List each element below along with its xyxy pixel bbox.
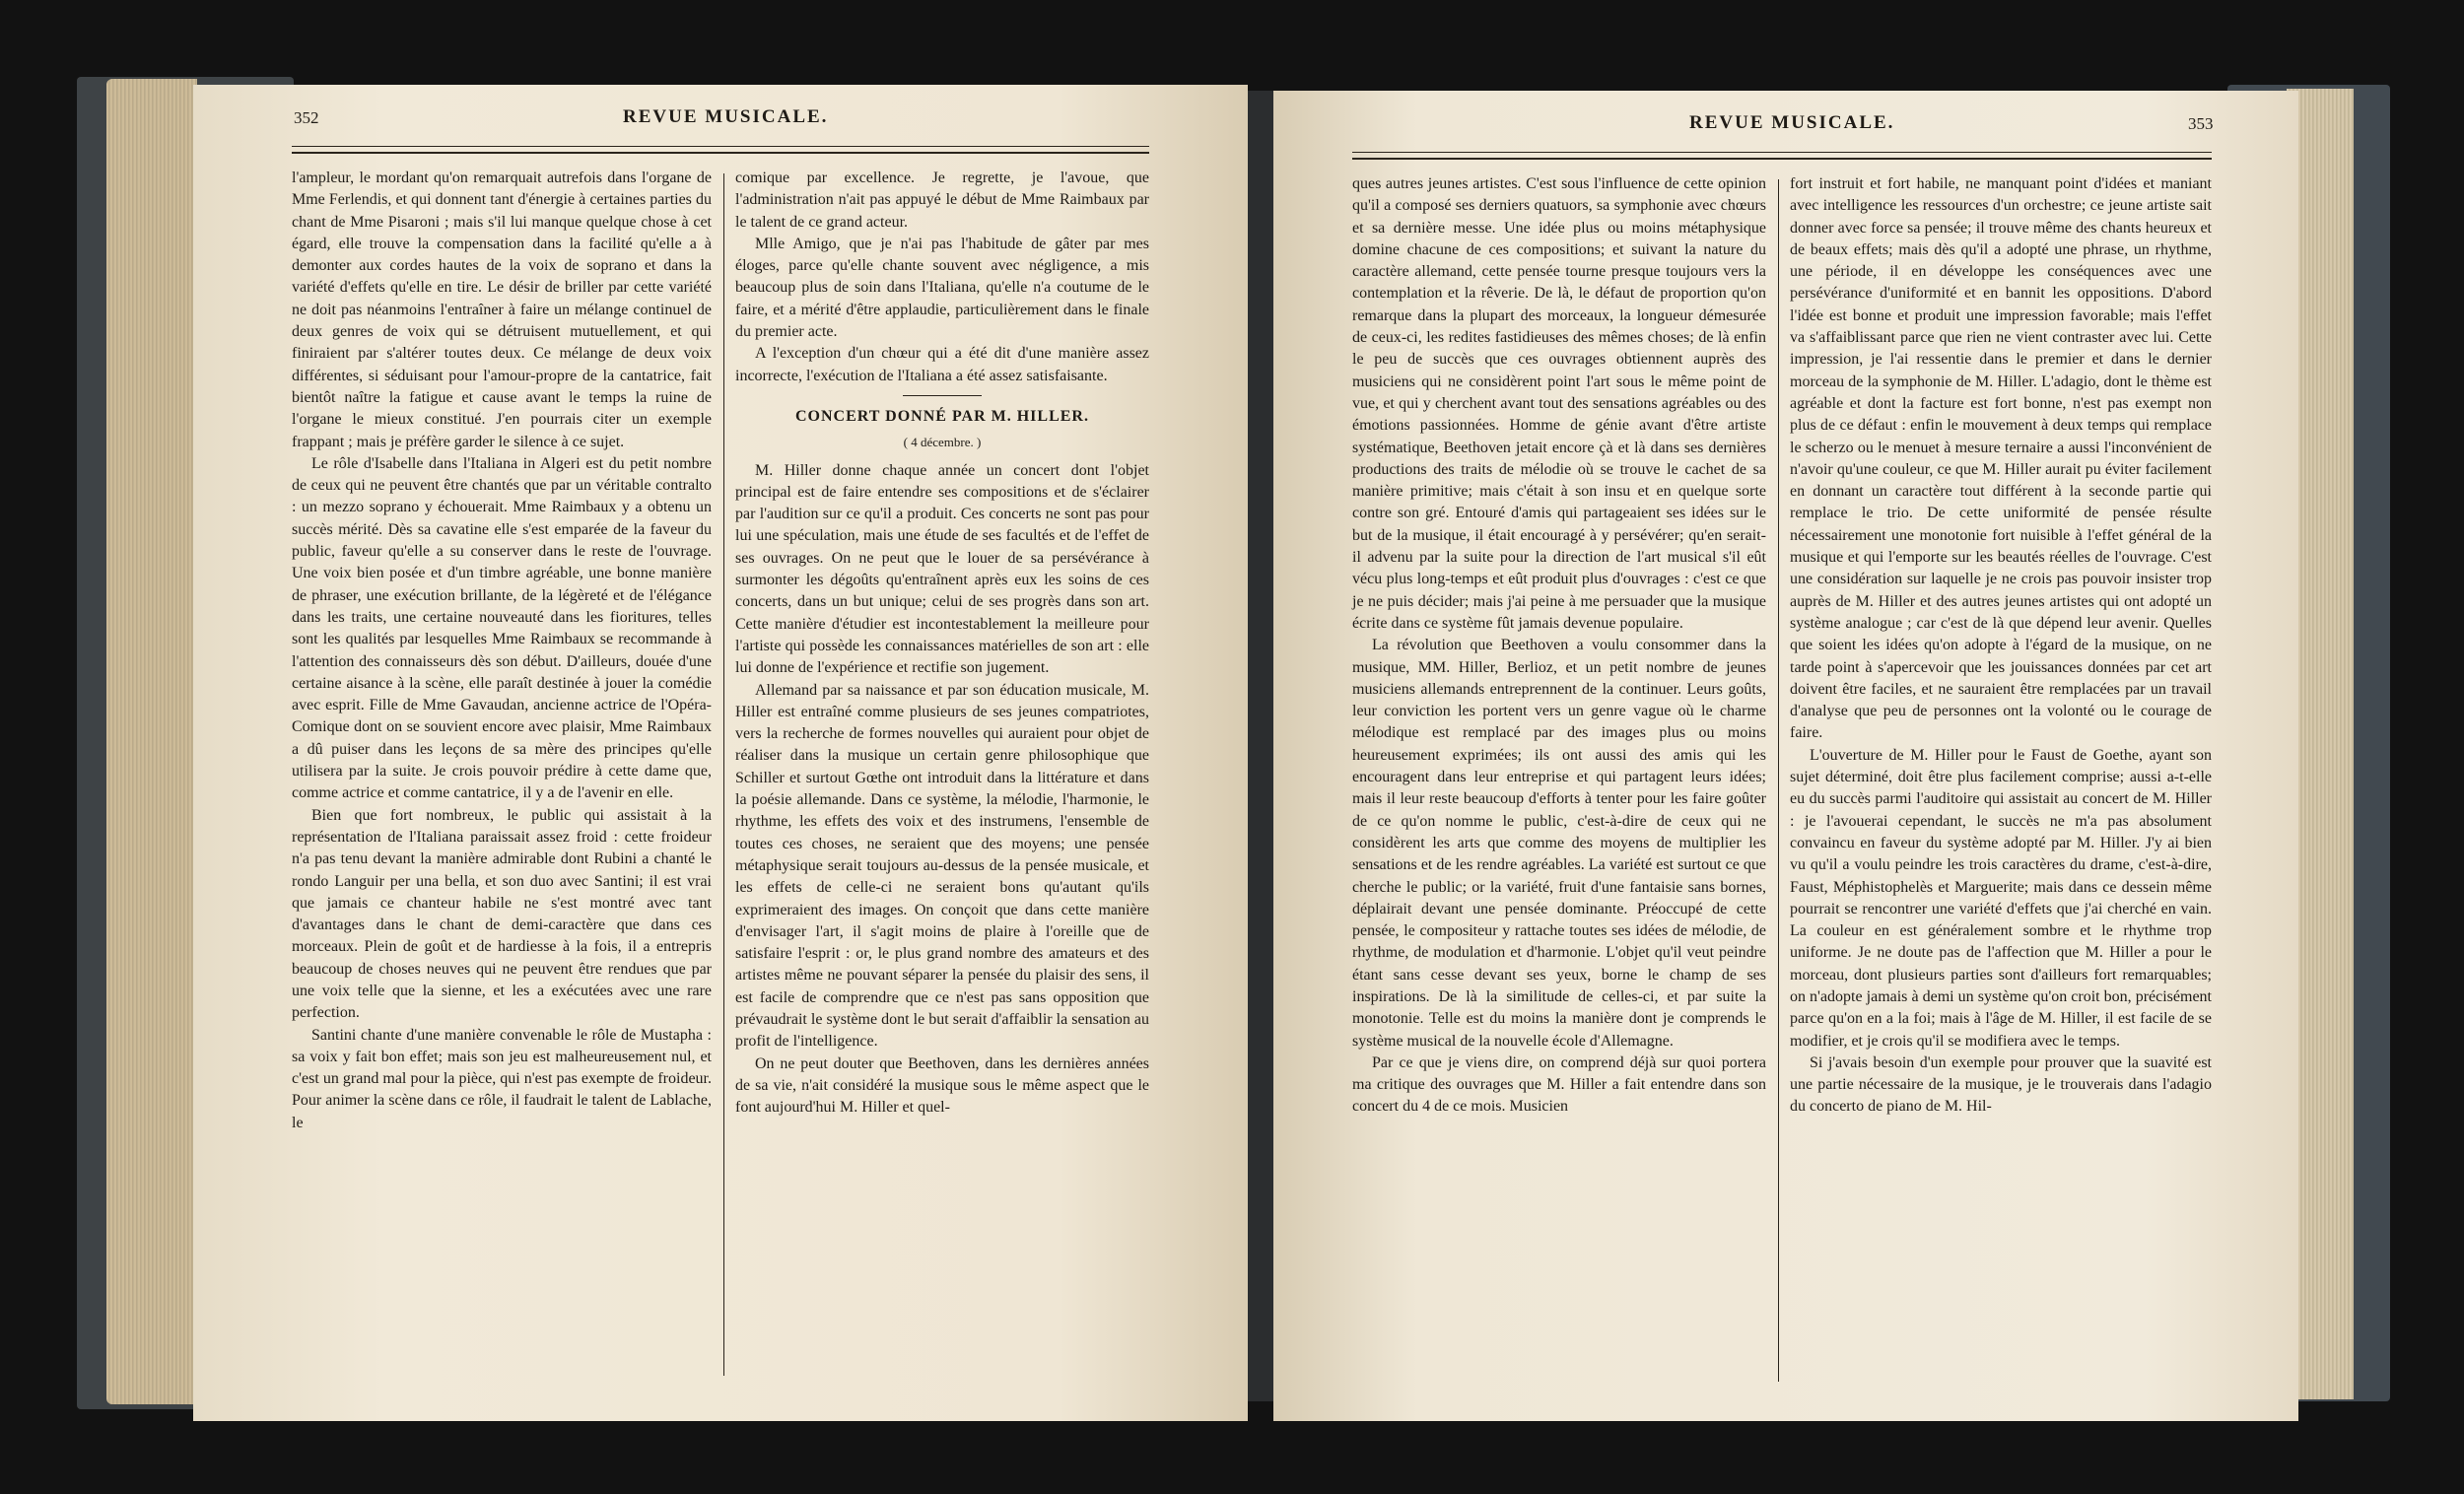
running-head: REVUE MUSICALE. <box>623 106 829 127</box>
page-number: 352 <box>294 108 319 127</box>
paragraph: Bien que fort nombreux, le public qui assistait à la représentation de l'Italiana paraissait assez froid : cette froideur n'a pas tenu devant la manière admirable dont Rubini a chanté le rondo Languir per una bella, et son duo avec Santini; il est vrai que jamais ce chanteur habile ne s'est montré avec tant d'avantages dans le chant de demi-caractère que dans ces morceaux. Plein de goût et de hardiesse à la fois, il a entrepris beaucoup de choses neuves qui ne peuvent être rendues que par une voix telle que la sienne, et les a exécutées avec une rare perfection. <box>292 806 712 1022</box>
paragraph: Allemand par sa naissance et par son éducation musicale, M. Hiller est entraîné comme plusieurs de ses jeunes compatriotes, vers la recherche de formes nouvelles qui auraient pour objet de réaliser dans la musique un certain genre philosophique que Schiller et surtout Gœthe ont introduit dans la littérature et dans la poésie allemande. Dans ce système, la mélodie, l'harmonie, le rhythme, les effets des voix et des instrumens, l'ensemble de toutes ces choses, ne seraient que des moyens; une pensée métaphysique serait toujours au-dessus de la pensée musicale, et les effets de celle-ci ne seraient bons qu'autant qu'ils exprimeraient des images. On conçoit que dans cette manière d'envisager l'art, il s'agit moins de plaire à l'oreille que de satisfaire l'esprit : or, le plus grand nombre des amateurs et des artistes même ne pouvant séparer la pensée du plaisir des sens, il est facile de comprendre que ce n'est pas sans opposition que prévaudrait le système dont le but serait d'affaiblir la sensation au profit de l'intelligence. <box>735 681 1149 1051</box>
right-column <box>1790 173 2212 1119</box>
column-divider <box>1778 179 1779 1382</box>
left-column <box>292 168 712 1134</box>
paragraph: l'ampleur, le mordant qu'on remarquait autrefois dans l'organe de Mme Ferlendis, et qui donnent tant d'énergie à certaines parties du chant de Mme Pisaroni ; mais s'il lui manque quelque chose à cet égard, elle trouve la compensation dans la facilité qu'elle a à demonter aux cordes hautes de la voix de soprano et dans la variété d'effets qu'elle en tire. Le désir de briller par cette variété ne doit pas néanmoins l'entraîner à faire un mélange continuel de deux genres de voix qui se détruisent mutuellement, et qui finiraient par s'altérer toutes deux. Ce mélange de deux voix différentes, si séduisant pour l'amour-propre de la cantatrice, fait bientôt naître la fatigue et cause avant le temps la ruine de l'organe le mieux constitué. J'en pourrais citer un exemple frappant ; mais je préfère garder le silence à ce sujet. <box>292 170 712 450</box>
paragraph: Par ce que je viens dire, on comprend déjà sur quoi portera ma critique des ouvrages que M. Hiller a fait entendre dans son concert du 4 de ce mois. Musicien <box>1352 1053 1766 1116</box>
header-rule <box>292 146 1149 154</box>
paragraph: ques autres jeunes artistes. C'est sous l'influence de cette opinion qu'il a composé ses derniers quatuors, sa symphonie avec chœurs et sa dernière messe. Une idée plus ou moins métaphysique domine chacune de ces compositions; et suivant la nature du caractère allemand, cette pensée tourne presque toujours vers la contemplation et la rêverie. De là, le défaut de proportion qu'on remarque dans la plupart des morceaux, la longueur démesurée de ceux-ci, les redites fastidieuses des mêmes choses; de là enfin le peu de succès que ces ouvrages obtiennent auprès des musiciens qui ne considèrent point l'art sous le même point de vue, et qui y cherchent avant tout des sensations agréables ou des émotions passionnées. Homme de génie avant d'être artiste systématique, Beethoven jetait encore çà et là dans ses dernières productions des traits de mélodie où se trouve le cachet de sa manière primitive; mais c'était à son insu et en quelque sorte contre son gré. Entouré d'amis qui partageaient ses idées sur le but de la musique, il était encouragé à y persévérer; qu'en serait-il advenu par la suite pour la direction de l'art musical s'il eût vécu plus long-temps et eût produit plus d'ouvrages : c'est ce que je ne puis décider; mais j'ai peine à me persuader que la musique écrite dans ce système fût jamais devenue populaire. <box>1352 175 1766 632</box>
left-page-edges <box>106 79 197 1404</box>
running-head: REVUE MUSICALE. <box>1689 112 1895 133</box>
paragraph: Si j'avais besoin d'un exemple pour prouver que la suavité est une partie nécessaire de la musique, je le trouverais dans l'adagio du concerto de piano de M. Hil- <box>1790 1053 2212 1116</box>
left-page <box>193 85 1248 1421</box>
paragraph: Santini chante d'une manière convenable le rôle de Mustapha : sa voix y fait bon effet; mais son jeu est malheureusement nul, et c'est un grand mal pour la pièce, qui n'est pas exempte de froideur. Pour animer la scène dans ce rôle, il faudrait le talent de Lablache, le <box>292 1026 712 1131</box>
book-gutter <box>1247 91 1276 1401</box>
paragraph: On ne peut douter que Beethoven, dans les dernières années de sa vie, n'ait considéré la musique sous le même aspect que le font aujourd'hui M. Hiller et quel- <box>735 1054 1149 1117</box>
right-column <box>735 168 1149 1119</box>
paragraph: Le rôle d'Isabelle dans l'Italiana in Algeri est du petit nombre de ceux qui ne peuvent être chantés que par un véritable contralto : un mezzo soprano y échouerait. Mme Raimbaux y a obtenu un succès mérité. Dès sa cavatine elle s'est emparée de la faveur du public, faveur qu'elle a su conserver dans le reste de l'ouvrage. Une voix bien posée et d'un timbre agréable, une bonne manière de phraser, une exécution brillante, de la légèreté et de l'élégance dans les traits, une certaine nouveauté dans les fioritures, telles sont les qualités par lesquelles Mme Raimbaux se recommande à l'attention des connaisseurs dès son début. D'ailleurs, douée d'une certaine aisance à la scène, elle paraît destinée à jouer la comédie avec esprit. Fille de Mme Gavaudan, ancienne actrice de l'Opéra-Comique dont on se souvient encore avec plaisir, Mme Raimbaux a dû puiser dans les leçons de sa mère des principes qu'elle utilisera par la suite. Je crois pouvoir prédire à cette dame que, comme actrice et comme cantatrice, il y a de l'avenir en elle. <box>292 454 712 802</box>
paragraph: L'ouverture de M. Hiller pour le Faust de Goethe, ayant son sujet déterminé, doit être plus facilement comprise; aussi a-t-elle eu du succès parmi l'auditoire qui assistait au concert de M. Hiller : je l'avouerai cependant, le succès ne m'a pas absolument convaincu en faveur du système adopté par M. Hiller. J'y ai bien vu qu'il a voulu peindre les trois caractères du drame, c'est-à-dire, Faust, Méphistophelès et Marguerite; mais dans ce dessein même pourrait se rencontrer une variété d'effets que j'ai cherché en vain. La couleur en est généralement sombre et le rhythme trop uniforme. Je ne doute pas de l'affection que M. Hiller a pour le morceau, dont plusieurs parties sont d'ailleurs fort remarquables; on n'adopte jamais à demi un système qu'on croit bon, précisément parce qu'on en a la foi; mais à l'âge de M. Hiller, il est facile de se modifier, et je crois qu'il se modifiera avec le temps. <box>1790 746 2212 1050</box>
column-divider <box>723 173 724 1376</box>
page-number: 353 <box>2188 114 2214 133</box>
section-date: ( 4 décembre. ) <box>903 435 982 450</box>
header-rule <box>1352 152 2212 160</box>
paragraph: La révolution que Beethoven a voulu consommer dans la musique, MM. Hiller, Berlioz, et un petit nombre de jeunes musiciens allemands entreprennent de la continuer. Leurs goûts, leur conviction les portent vers un genre vague où le charme mélodique est remplacé par des images plus ou moins heureusement exprimées; ils ont aussi des amis qui les encouragent dans leur entreprise et qui partagent leurs idées; mais il leur reste beaucoup d'efforts à tenter pour les faire goûter de ce qu'on nomme le public, c'est-à-dire de ceux qui ne considèrent les arts que comme des moyens de multiplier les sensations et de les rendre agréables. La variété est surtout ce que cherche le public; or la variété, fruit d'une fantaisie sans bornes, déplairait devant une pensée dominante. Préoccupé de cette pensée, le compositeur y rattache toutes ses idées de mélodie, de rhythme, de modulation et d'harmonie. L'objet qu'il veut peindre étant sans cesse devant ses yeux, borne le champ de ses inspirations. De là la similitude de celles-ci, et par suite la monotonie. Telle est du moins la manière dont je comprends le système musical de la nouvelle école d'Allemagne. <box>1352 637 1766 1050</box>
section-rule <box>903 395 982 396</box>
paragraph: A l'exception d'un chœur qui a été dit d'une manière assez incorrecte, l'exécution de l'Italiana a été assez satisfaisante. <box>735 345 1149 384</box>
section-title: CONCERT DONNÉ PAR M. HILLER. <box>795 407 1089 425</box>
right-page <box>1273 91 2298 1421</box>
paragraph: fort instruit et fort habile, ne manquant point d'idées et maniant avec intelligence les ressources d'un orchestre; ce jeune artiste sait donner avec force sa pensée; il trouve même des chants heureux et de beaux effets; mais dès qu'il a adopté une phrase, un rhythme, une période, il en développe les conséquences avec une persévérance d'uniformité et en bannit les oppositions. D'abord l'idée est bonne et produit une impression favorable; mais l'effet va s'affaiblissant parce que rien ne vient contraster avec lui. Cette impression, je l'ai ressentie dans le premier et dans le dernier morceau de la symphonie de M. Hiller. L'adagio, dont le thème est agréable et dont la facture est fort bonne, n'est pas exempt non plus de ce défaut : enfin le mouvement à deux temps qui remplace le scherzo ou le menuet à mesure ternaire a aussi l'inconvénient de n'avoir qu'une couleur, ce que M. Hiller aurait pu éviter facilement en donnant un caractère tout différent à la seconde partie qui remplace le trio. De cette uniformité de pensée résulte nécessairement une monotonie fort nuisible à l'effet général de la musique et qui l'emporte sur les beautés réelles de l'ouvrage. C'est une considération sur laquelle je ne crois pas pouvoir insister trop auprès de M. Hiller et des autres jeunes artistes qui ont adopté un système analogue ; car c'est de là que dépend leur avenir. Quelles que soient les idées qu'on adopte à l'égard de la musique, on ne tarde point à s'apercevoir que les jouissances données par cet art doivent être faciles, et ne sauraient être remplacées par un travail d'analyse que peu de personnes ont la volonté ou le courage de faire. <box>1790 175 2212 742</box>
paragraph: M. Hiller donne chaque année un concert dont l'objet principal est de faire entendre ses compositions et de s'éclairer par l'audition sur ce qu'il a produit. Ces concerts ne sont pas pour lui une spéculation, mais une étude de ses facultés et de l'effet de ses ouvrages. On ne peut que le louer de sa persévérance à surmonter les dégoûts qu'entraînent après eux les soins de ces concerts, dans un but unique; celui de ses progrès dans son art. Cette manière d'étudier est incontestablement la meilleure pour l'artiste qui possède les connaissances matérielles de son art : elle lui donne de l'expérience et rectifie son jugement. <box>735 461 1149 677</box>
left-column <box>1352 173 1766 1119</box>
paragraph: comique par excellence. Je regrette, je l'avoue, que l'administration n'ait pas appuyé le début de Mme Raimbaux par le talent de ce grand acteur. <box>735 170 1149 231</box>
paragraph: Mlle Amigo, que je n'ai pas l'habitude de gâter par mes éloges, parce qu'elle chante souvent avec négligence, a mis beaucoup plus de soin dans l'Italiana, qu'elle n'a coutume de le faire, et a mérité d'être applaudie, particulièrement dans le finale du premier acte. <box>735 235 1149 341</box>
